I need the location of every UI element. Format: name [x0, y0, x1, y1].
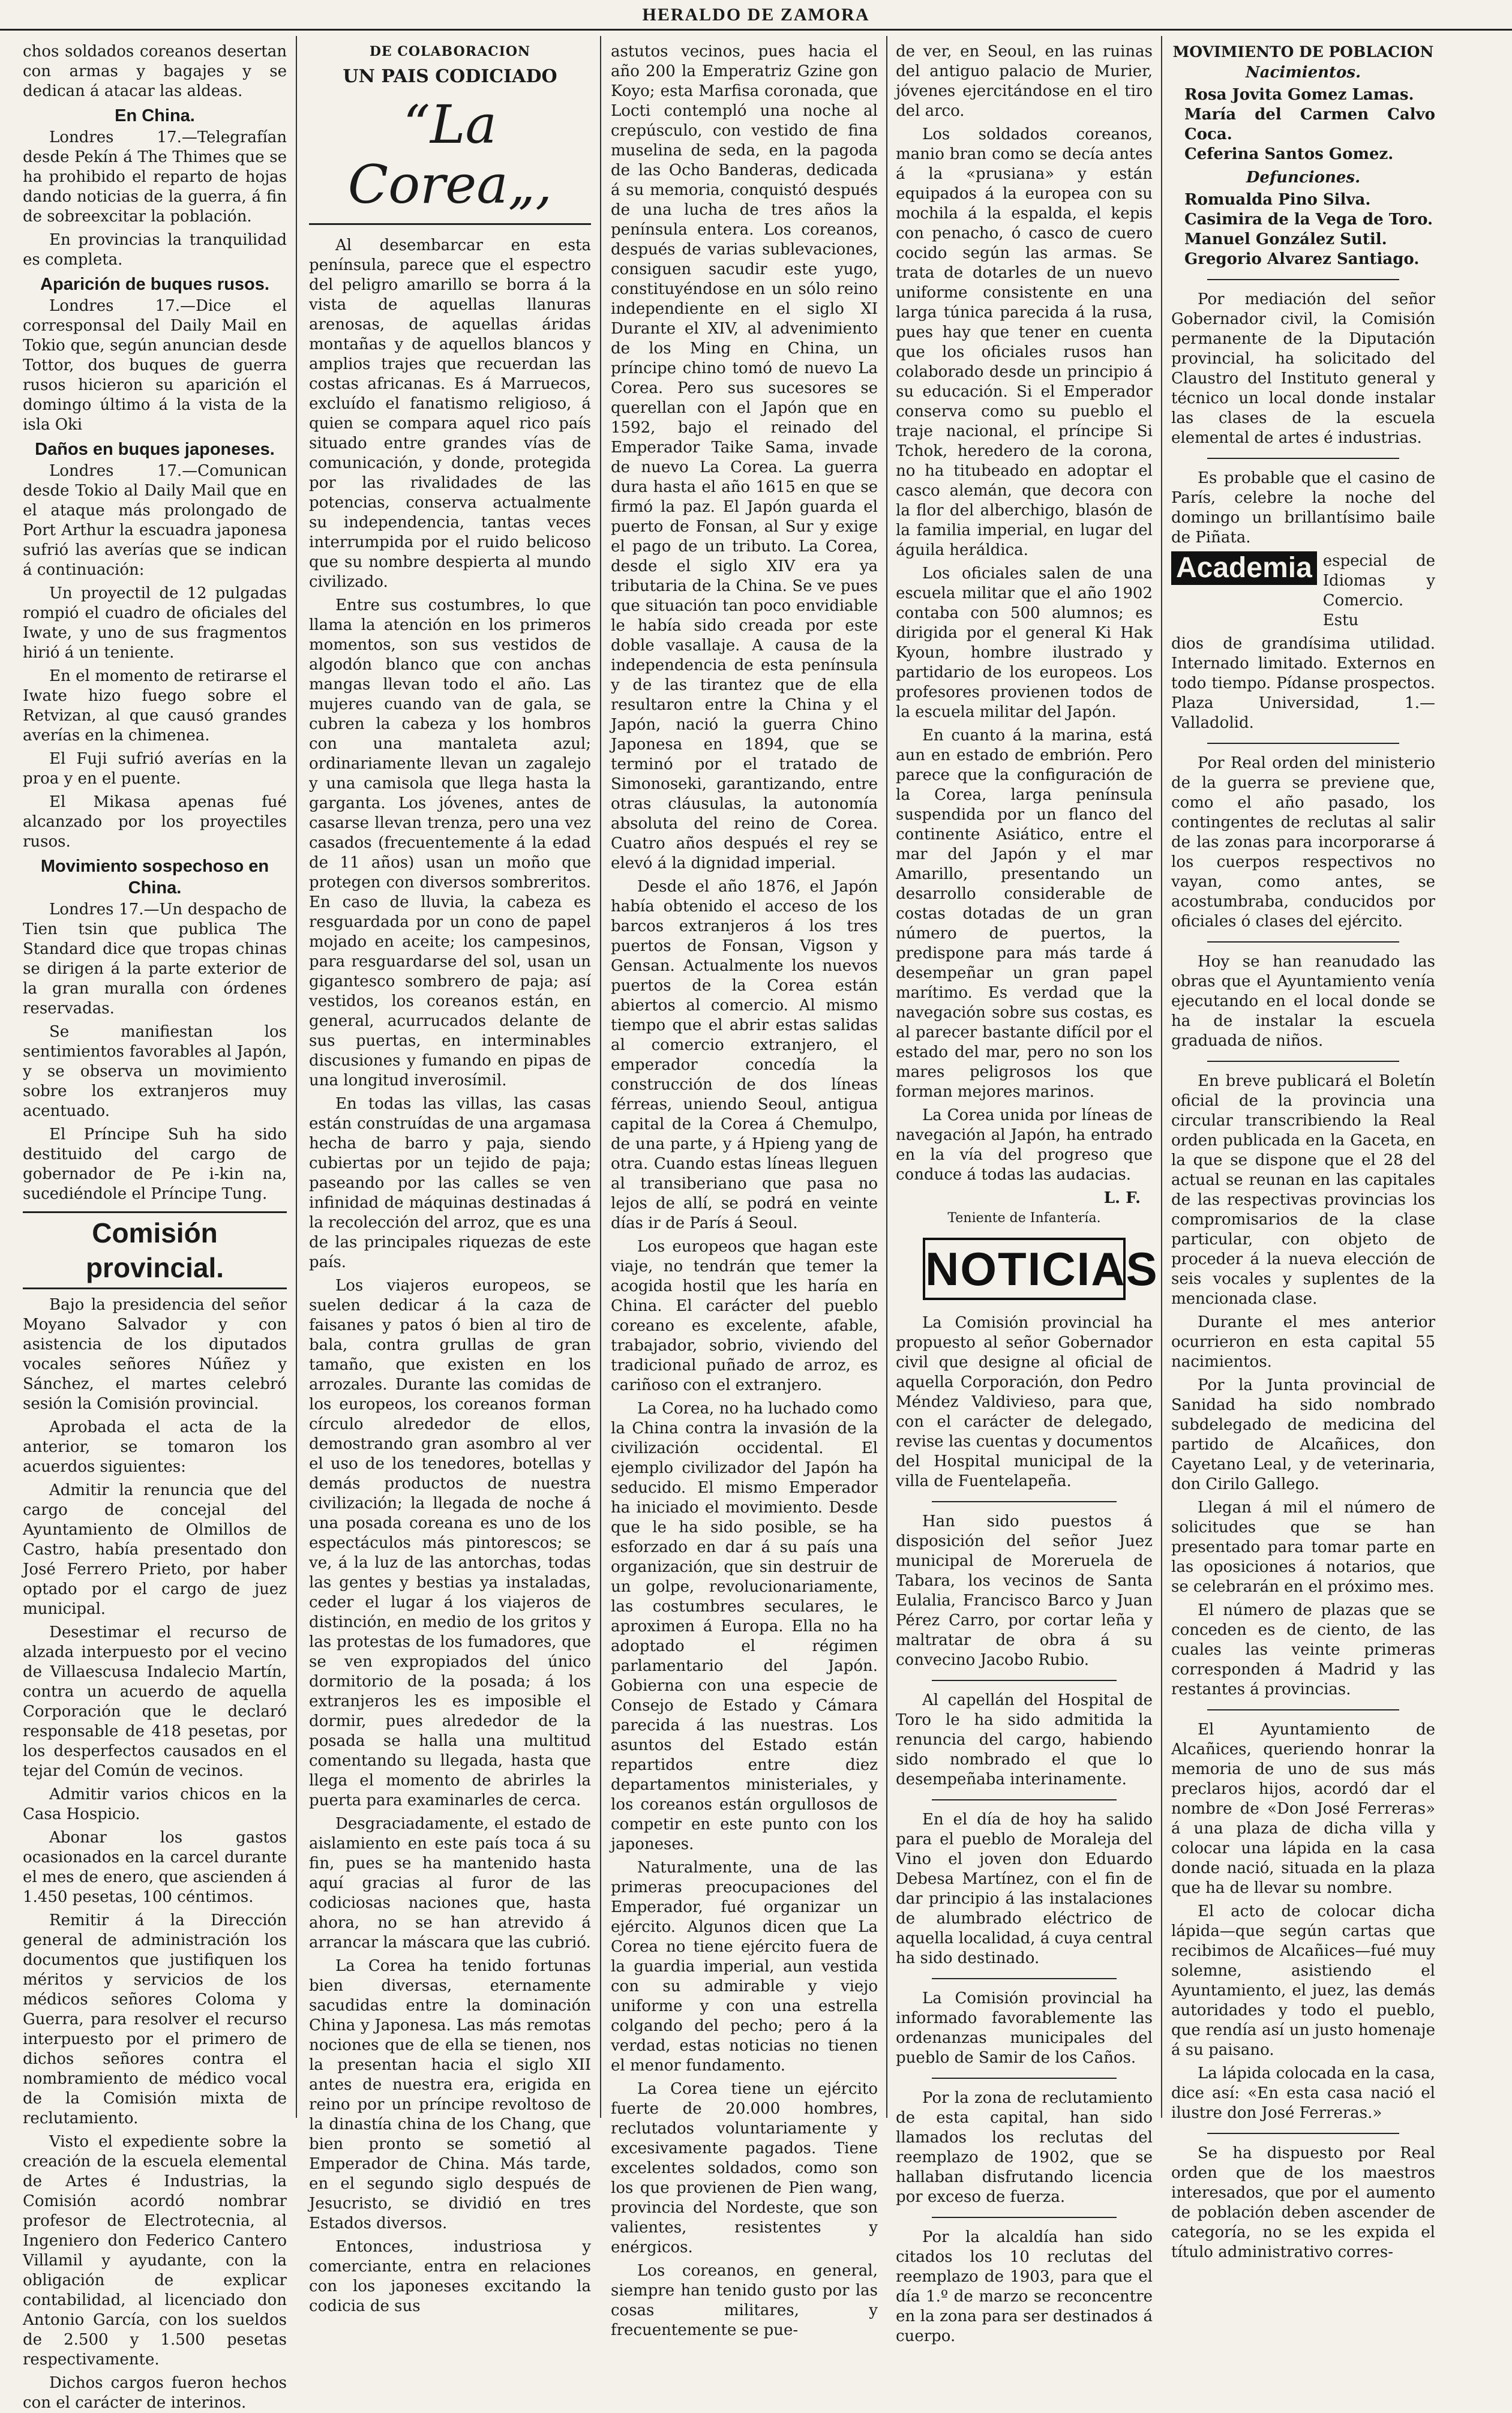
paragraph: Londres 17.—Dice el corresponsal del Daily Mail en Tokio que, según anuncian desde Tottor, dos buques de guerra rusos hicieron su aparición el domingo último á la vista de la isla Oki [23, 297, 287, 434]
paragraph: Dichos cargos fueron hechos con el carácter de interinos. [23, 2374, 287, 2412]
academia-advertisement [1171, 551, 1435, 631]
paragraph: Visto el expediente sobre la creación de la escuela elemental de Artes é Industrias, la Comisión acordó nombrar profesor de Electrotecnia, al Ingeniero don Federico Cantero Villamil y ayudante, con la obligación de explicar contabilidad, al licenciado don Antonio García, con los sueldos de 2.500 y 1.500 pesetas respectivamente. [23, 2133, 287, 2369]
paragraph: Bajo la presidencia del señor Moyano Salvador y con asistencia de los diputados vocales señores Núñez y Sánchez, el martes celebró sesión la Comisión provincial. [23, 1296, 287, 1413]
article-subtitle: UN PAIS CODICIADO [343, 66, 557, 87]
paragraph: Londres 17.—Comunican desde Tokio al Daily Mail que en el ataque más prolongado de Port Arthur la escuadra japonesa sufrió las averías que se indican á continuación: [23, 462, 287, 579]
paragraph: Por Real orden del ministerio de la guerra se previene que, como el año pasado, los contingentes de reclutas al salir de las zonas para incorporarse á los cuerpos respectivos no vayan, como antes, se acostumbraba, conducidos por oficiales ó clases del ejército. [1171, 754, 1435, 931]
column-5 [1171, 42, 1435, 2261]
paragraph: El Mikasa apenas fué alcanzado por los proyectiles rusos. [23, 793, 287, 851]
paragraph: Londres 17.—Un despacho de Tien tsin que publica The Standard dice que tropas chinas se dirigen á la parte exterior de la gran muralla con órdenes reservadas. [23, 901, 287, 1018]
paragraph: Desde el año 1876, el Japón había obtenido el acceso de los barcos extranjeros á los tres puertos de Fonsan, Vigson y Gensan. Actualmente los nuevos puertos de la Corea están abiertos al comercio. Al mismo tiempo que el abrir estas salidas al comercio extranjero, el emperador concedía la construcción de dos líneas férreas, uniendo Seoul, antigua capital de la Corea á Chemulpo, de una parte, y á Hpieng yang de otra. Cuando estas líneas lleguen al transiberiano que pasa no lejos de allí, se podrá en veinte días ir de París á Seoul. [611, 878, 878, 1232]
divider [932, 1501, 1117, 1502]
column-rule [600, 36, 601, 2118]
divider [1207, 941, 1399, 943]
divider [932, 1978, 1117, 1979]
divider [932, 1799, 1117, 1800]
column-rule [886, 36, 887, 2118]
death-name: Casimira de la Vega de Toro. [1184, 211, 1433, 229]
paragraph: En todas las villas, las casas están construídas de una argamasa hecha de barro y paja, siendo cubiertas por un tejido de paja; paseando por las calles se ven infinidad de máquinas destinadas á la recolección del arroz, que es una de las principales riquezas de este país. [309, 1095, 591, 1271]
academia-details: dios de grandísima utilidad. Internado limitado. Externos en todo tiempo. Pídanse prospectos. Plaza Universidad, 1.—Valladolid. [1171, 635, 1435, 732]
paragraph: Han sido puestos á disposición del señor Juez municipal de Moreruela de Tabara, los vecinos de Santa Eulalia, Francisco Barco y Juan Pérez Carro, por cortar leña y maltratar de obra á su convecino Jacobo Rubio. [896, 1512, 1153, 1669]
paragraph: Desgraciadamente, el estado de aislamiento en este país toca á su fin, pues se ha mantenido hasta aquí gracias al furor de las codiciosas naciones que, hasta ahora, no se han atrevido á arrancar la máscara que las cubrió. [309, 1815, 591, 1952]
paragraph: En breve publicará el Boletín oficial de la provincia una circular transcribiendo la Real orden publicada en la Gaceta, en la que se dispone que el 28 del actual se reunan en las capitales de las respectivas provincias los compromisarios de la clase particular, con objeto de proceder á la nueva elección de seis vocales y suplentes de la mencionada clase. [1171, 1072, 1435, 1308]
birth-name: Rosa Jovita Gomez Lamas. [1184, 86, 1414, 104]
paragraph: Al desembarcar en esta península, parece que el espectro del peligro amarillo se borra á la vista de aquellas llanuras arenosas, de aquellas áridas montañas y de aquellos blancos y amplios trajes que recuerdan las costas africanas. Es á Marruecos, excluído el fanatismo religioso, á quien se compara aquel rico país situado entre grandes vías de comunicación, y donde, protegida por las rivalidades de las potencias, conserva actualmente su independencia, tantas veces interrumpida por el ruido belicoso que su nombre despierta al mundo civilizado. [309, 236, 591, 591]
paragraph: Admitir la renuncia que del cargo de concejal del Ayuntamiento de Olmillos de Castro, había presentado don José Ferrero Prieto, por haber optado por el cargo de juez municipal. [23, 1481, 287, 1618]
divider [1207, 743, 1399, 744]
newspaper-title: HERALDO DE ZAMORA [642, 5, 870, 25]
paragraph: El Ayuntamiento de Alcañices, queriendo honrar la memoria de uno de sus más preclaros hijos, acordó dar el nombre de «Don José Ferreras» á una plaza de dicha villa y colocar una lápida en la casa donde nació, situada en la plaza que ha de llevar su nombre. [1171, 1721, 1435, 1897]
divider [1207, 458, 1399, 459]
paragraph: El Príncipe Suh ha sido destituido del cargo de gobernador de Pe i-kin na, sucediéndole el Príncipe Tung. [23, 1126, 287, 1203]
paragraph: La Corea, no ha luchado como la China contra la invasión de la civilización occidental. El ejemplo civilizador del Japón ha seducido. El mismo Emperador ha iniciado el movimiento. Desde que le ha sido posible, se ha esforzado en dar á su país una organización, que sin destruir de un golpe, revolucionariamente, las costumbres seculares, le aproximen á Europa. Ella no ha adoptado el régimen parlamentario del Japón. Gobierna con una especie de Consejo de Estado y Cámara parecida á las nuestras. Los asuntos del Estado están repartidos entre diez departamentos ministeriales, y los coreanos están orgullosos de competir en este punto con los japoneses. [611, 1400, 878, 1853]
paragraph: Los oficiales salen de una escuela militar que el año 1902 contaba con 500 alumnos; es dirigida por el general Ki Hak Kyoun, hombre ilustrado y partidario de los europeos. Los profesores provienen todos de la escuela militar del Japón. [896, 565, 1153, 721]
paragraph: En provincias la tranquilidad es completa. [23, 231, 287, 269]
column-2 [309, 42, 591, 2315]
divider [1207, 1709, 1399, 1710]
paragraph: En el momento de retirarse el Iwate hizo fuego sobre el Retvizan, al que causó grandes averías en la chimenea. [23, 667, 287, 745]
paragraph: Al capellán del Hospital de Toro le ha sido admitida la renuncia del cargo, habiendo sido nombrado el que lo desempeñaba interinamente. [896, 1691, 1153, 1788]
paragraph: Los coreanos, en general, siempre han tenido gusto por las cosas militares, y frecuentemente se pue- [611, 2262, 878, 2339]
paragraph: Llegan á mil el número de solicitudes que se han presentado para tomar parte en las oposiciones á notarios, que se celebrarán en el próximo mes. [1171, 1499, 1435, 1596]
academia-side-text: especial de Idiomas y Comercio. Estu [1322, 552, 1435, 629]
paragraph: Abonar los gastos ocasionados en la carcel durante el mes de enero, que ascienden á 1.450 pesetas, 100 céntimos. [23, 1829, 287, 1906]
paragraph: La Comisión provincial ha informado favorablemente las ordenanzas municipales del pueblo de Samir de los Caños. [896, 1989, 1153, 2067]
academia-logo-word: Academia [1171, 551, 1317, 585]
paragraph: de ver, en Seoul, en las ruinas del antiguo palacio de Murier, jóvenes ejercitándose en el tiro del arco. [896, 43, 1153, 120]
paragraph: Por la zona de reclutamiento de esta capital, han sido llamados los reclutas del reemplazo de 1902, que se hallaban disfrutando licencia por exceso de fuerza. [896, 2089, 1153, 2206]
paragraph: Un proyectil de 12 pulgadas rompió el cuadro de oficiales del Iwate, y uno de sus fragmentos hirió á un teniente. [23, 584, 287, 662]
death-name: Manuel González Sutil. [1184, 230, 1387, 248]
masthead [0, 0, 1512, 31]
population-movement-title: MOVIMIENTO DE POBLACION [1172, 43, 1434, 61]
divider [932, 1680, 1117, 1681]
paragraph: Entonces, industriosa y comerciante, entra en relaciones con los japoneses excitando la codicia de sus [309, 2238, 591, 2315]
paragraph: Admitir varios chicos en la Casa Hospicio. [23, 1785, 287, 1823]
column-3 [611, 42, 878, 2339]
signature-role: Teniente de Infantería. [947, 1211, 1101, 1226]
article-title: “La Corea„, [309, 95, 591, 225]
paragraph: Desestimar el recurso de alzada interpuesto por el vecino de Villaescusa Indalecio Martín, contra un acuerdo de aquella Corporación que le declaró responsable de 418 pesetas, por los desperfectos causados en el tejar del Común de vecinos. [23, 1623, 287, 1780]
death-name: Gregorio Alvarez Santiago. [1184, 250, 1420, 268]
paragraph: Los europeos que hagan este viaje, no tendrán que temer la acogida hostil que les haría en China. El carácter del pueblo coreano es excelente, afable, trabajador, sobrio, viviendo del tradicional puñado de arroz, es cariñoso con el extranjero. [611, 1238, 878, 1394]
section-heading: En China. [115, 106, 195, 125]
death-name: Romualda Pino Silva. [1184, 191, 1371, 209]
column-rule [1161, 36, 1162, 2118]
paragraph: Por la Junta provincial de Sanidad ha sido nombrado subdelegado de medicina del partido de Alcañices, don Cayetano Leal, y de veterinaria, don Cirilo Gallego. [1171, 1376, 1435, 1493]
birth-name: María del Carmen Calvo Coca. [1184, 106, 1435, 143]
paragraph: astutos vecinos, pues hacia el año 200 la Emperatriz Gzine gon Koyo; esta Marfisa coronada, que Locti contempló una noche al crepúsculo, con vestido de fina muselina de seda, en la pagoda de las Ocho Banderas, dedicada á su memoria, conquistó después de una lucha de tres años la península entera. Los coreanos, después de varias sublevaciones, consiguen sacudir este yugo, constituyéndose en un sólo reino independiente en el siglo XI Durante el XIV, al advenimiento de los Ming en China, un príncipe chino tomó de nuevo La Corea. Pero sus sucesores se querellan con el Japón que en 1592, bajo el reinado del Emperador Taike Sama, invade de nuevo La Corea. La guerra dura hasta el año 1615 en que se firmó la paz. El Japón guarda el puerto de Fonsan, al Sur y exige el pago de un tributo. La Corea, desde el siglo XIV era ya tributaria de la China. Se ve pues que situación tan poco envidiable le había sido creada por este doble vasallaje. A causa de la independencia de esta península y de las tirantez que de ella resultaron entre la China y el Japón, nació la guerra Chino Japonesa en 1894, que se terminó por el tratado de Simonoseki, garantizando, entre otras cláusulas, la autonomía absoluta del reino de Corea. Cuatro años después el rey se elevó á la dignidad imperial. [611, 43, 878, 872]
paragraph: Los viajeros europeos, se suelen dedicar á la caza de faisanes y patos ó bien al tiro de bala, contra grullas de gran tamaño, que existen en los arrozales. Durante las comidas de los europeos, los coreanos forman círculo alrededor de ellos, demostrando gran asombro al ver el uso de los tenedores, botellas y demás productos de nuestra civilización; la llegada de noche á una posada coreana es uno de los espectáculos más pintorescos; se ve, á la luz de las antorchas, todas las gentes y bestias ya instaladas, ceder el lugar á los viajeros de distinción, en medio de los gritos y las protestas de los fumadores, que se ven expropiados del único dormitorio de la posada; á los extranjeros les es imposible el dormir, pues alrededor de la posada se halla una multitud comentando su llegada, hasta que llega el momento de abrirles la puerta para examinarles de cerca. [309, 1277, 591, 1809]
paragraph: En cuanto á la marina, está aun en estado de embrión. Pero parece que la configuración de la Corea, larga península suspendida por un flanco del continente Asiático, entre el mar del Japón y el mar Amarillo, presentando un desarrollo considerable de costas dotadas de un gran número de puertos, la predispone para más tarde á desempeñar un gran papel marítimo. Es verdad que la navegación sobre sus costas, es al parecer bastante difícil por el estado del mar, pero no son los mares peligrosos los que forman mejores marinos. [896, 727, 1153, 1101]
paragraph: Aprobada el acta de la anterior, se tomaron los acuerdos siguientes: [23, 1418, 287, 1476]
section-heading: Aparición de buques rusos. [40, 275, 269, 294]
paragraph: Londres 17.—Telegrafían desde Pekín á The Thimes que se ha prohibido el reparto de hojas dando noticias de la guerra, á fin de sobreexcitar la población. [23, 128, 287, 226]
paragraph: Por la alcaldía han sido citados los 10 reclutas del reemplazo de 1903, para que el día 1.º de marzo se reconcentre en la zona para ser destinados á cuerpo. [896, 2228, 1153, 2345]
column-1 [23, 42, 287, 2412]
paragraph: Hoy se han reanudado las obras que el Ayuntamiento venía ejecutando en el local donde se ha de instalar la escuela graduada de niños. [1171, 953, 1435, 1050]
noticias-banner: NOTICIAS [923, 1238, 1126, 1300]
section-heading: Movimiento sospechoso en China. [40, 857, 269, 898]
paragraph: En el día de hoy ha salido para el pueblo de Moraleja del Vino el joven don Eduardo Debesa Martínez, con el fin de dar principio á las instalaciones de alumbrado eléctrico de aquella localidad, á cuya central ha sido destinado. [896, 1811, 1153, 1967]
paragraph: Entre sus costumbres, lo que llama la atención en los primeros momentos, son sus vestidos de algodón blanco que con anchas mangas llevan todo el año. Las mujeres cuando van de gala, se cubren la cabeza y los hombros con una mantaleta azul; ordinariamente llevan un zagalejo y una camisola que llega hasta la garganta. Los jóvenes, antes de casarse llevan trenza, pero una vez casados (frecuentemente á la edad de 11 años) usan un moño que protegen con diversos sombreritos. En caso de lluvia, la cabeza es resguardada por un cono de papel mojado en aceite; los campesinos, para resguardarse del sol, usan un gigantesco sombrero de paja; así vestidos, los coreanos están, en general, acurrucados delante de sus puertas, en interminables discusiones y fumando en pipas de una longitud inverosímil. [309, 596, 591, 1090]
birth-name: Ceferina Santos Gomez. [1184, 145, 1394, 163]
divider [1207, 279, 1399, 280]
divider [932, 2217, 1117, 2218]
paragraph: La Comisión provincial ha propuesto al señor Gobernador civil que designe al oficial de aquella Corporación, don Pedro Méndez Valdivieso, para que, con el carácter de delegado, revise las cuentas y documentos del Hospital municipal de la villa de Fuentelapeña. [896, 1314, 1153, 1490]
article-signature: L. F. [1103, 1189, 1141, 1207]
column-4 [896, 42, 1159, 2345]
paragraph: Se ha dispuesto por Real orden que de los maestros interesados, que por el aumento de población deben ascender de categoría, no se les expida el título administrativo corres- [1171, 2144, 1435, 2261]
paragraph: Por mediación del señor Gobernador civil, la Comisión permanente de la Diputación provincial, ha solicitado del Claustro del Instituto general y técnico un local donde instalar las clases de la escuela elemental de artes é industrias. [1171, 290, 1435, 447]
paragraph: Remitir á la Dirección general de administración los documentos que justifiquen los méritos y servicios de los médicos señores Coloma y Guerra, para resolver el recurso interpuesto por el primero de dichos señores contra el nombramiento de médico vocal de la Comisión mixta de reclutamiento. [23, 1911, 287, 2127]
divider [1207, 2133, 1399, 2134]
divider [932, 2078, 1117, 2079]
paragraph: Es probable que el casino de París, celebre la noche del domingo un brillantísimo baile de Piñata. [1171, 469, 1435, 547]
births-heading: Nacimientos. [1245, 64, 1361, 82]
paragraph: La Corea ha tenido fortunas bien diversas, eternamente sacudidas entre la dominación China y Japonesa. Las más remotas nociones que de ella se tienen, nos la presentan hacia el siglo XII antes de nuestra era, erigida en reino por un príncipe revoltoso de la dinastía china de los Chang, que bien pronto se sometió al Emperador de China. Más tarde, en el segundo siglo después de Jesucristo, se dividió en tres Estados diversos. [309, 1957, 591, 2232]
paragraph: El acto de colocar dicha lápida—que según cartas que recibimos de Alcañices—fué muy solemne, asistiendo el Ayuntamiento, el juez, las demás autoridades y todo el pueblo, que rendía así un justo homenaje á su paisano. [1171, 1902, 1435, 2059]
paragraph: Los soldados coreanos, manio bran como se decía antes á la «prusiana» y están equipados á la europea con su mochila á la espalda, el kepis con penacho, ó casco de cuero cocido según las armas. Se trata de dotarles de un nuevo uniforme consistente en una larga túnica parecida á la rusa, pues hay que tener en cuenta que los oficiales rusos han colaborado desde un principio á su educación. Si el Emperador conserva como su pueblo el traje nacional, el príncipe Si Tchok, heredero de la corona, no ha titubeado en adoptar el casco alemán, que decora con la flor del alberchigo, blasón de la familia imperial, en lugar del águila heráldica. [896, 125, 1153, 559]
deaths-heading: Defunciones. [1246, 169, 1361, 187]
divider [1207, 1061, 1399, 1062]
paragraph: La Corea unida por líneas de navegación al Japón, ha entrado en la vía del progreso que conduce á todas las audacias. [896, 1106, 1153, 1184]
section-title: Comisión provincial. [23, 1211, 287, 1289]
paragraph: Se manifiestan los sentimientos favorables al Japón, y se observa un movimiento sobre los extranjeros muy acentuado. [23, 1023, 287, 1120]
paragraph: Durante el mes anterior ocurrieron en esta capital 55 nacimientos. [1171, 1313, 1435, 1371]
paragraph: La lápida colocada en la casa, dice así: «En esta casa nació el ilustre don José Ferreras.» [1171, 2064, 1435, 2122]
article-kicker: DE COLABORACION [369, 44, 531, 59]
paragraph: chos soldados coreanos desertan con armas y bagajes y se dedican á atacar las aldeas. [23, 43, 287, 100]
paragraph: El número de plazas que se conceden es de ciento, de las cuales las veinte primeras corresponden á Madrid y las restantes á provincias. [1171, 1601, 1435, 1698]
section-heading: Daños en buques japoneses. [35, 440, 275, 459]
paragraph: Naturalmente, una de las primeras preocupaciones del Emperador, fué organizar un ejército. Algunos dicen que La Corea no tiene ejército fuera de la guardia imperial, aun vestida con su admirable y viejo uniforme y con una estrella colgando del pecho; pero á la verdad, estas noticias no tienen el menor fundamento. [611, 1859, 878, 2075]
column-rule [296, 36, 297, 2118]
paragraph: El Fuji sufrió averías en la proa y en el puente. [23, 750, 287, 788]
paragraph: La Corea tiene un ejército fuerte de 20.000 hombres, reclutados voluntariamente y excesivamente pagados. Tiene excelentes soldados, como son los que provienen de Pien wang, provincia del Nordeste, que son valientes, resistentes y enérgicos. [611, 2080, 878, 2256]
